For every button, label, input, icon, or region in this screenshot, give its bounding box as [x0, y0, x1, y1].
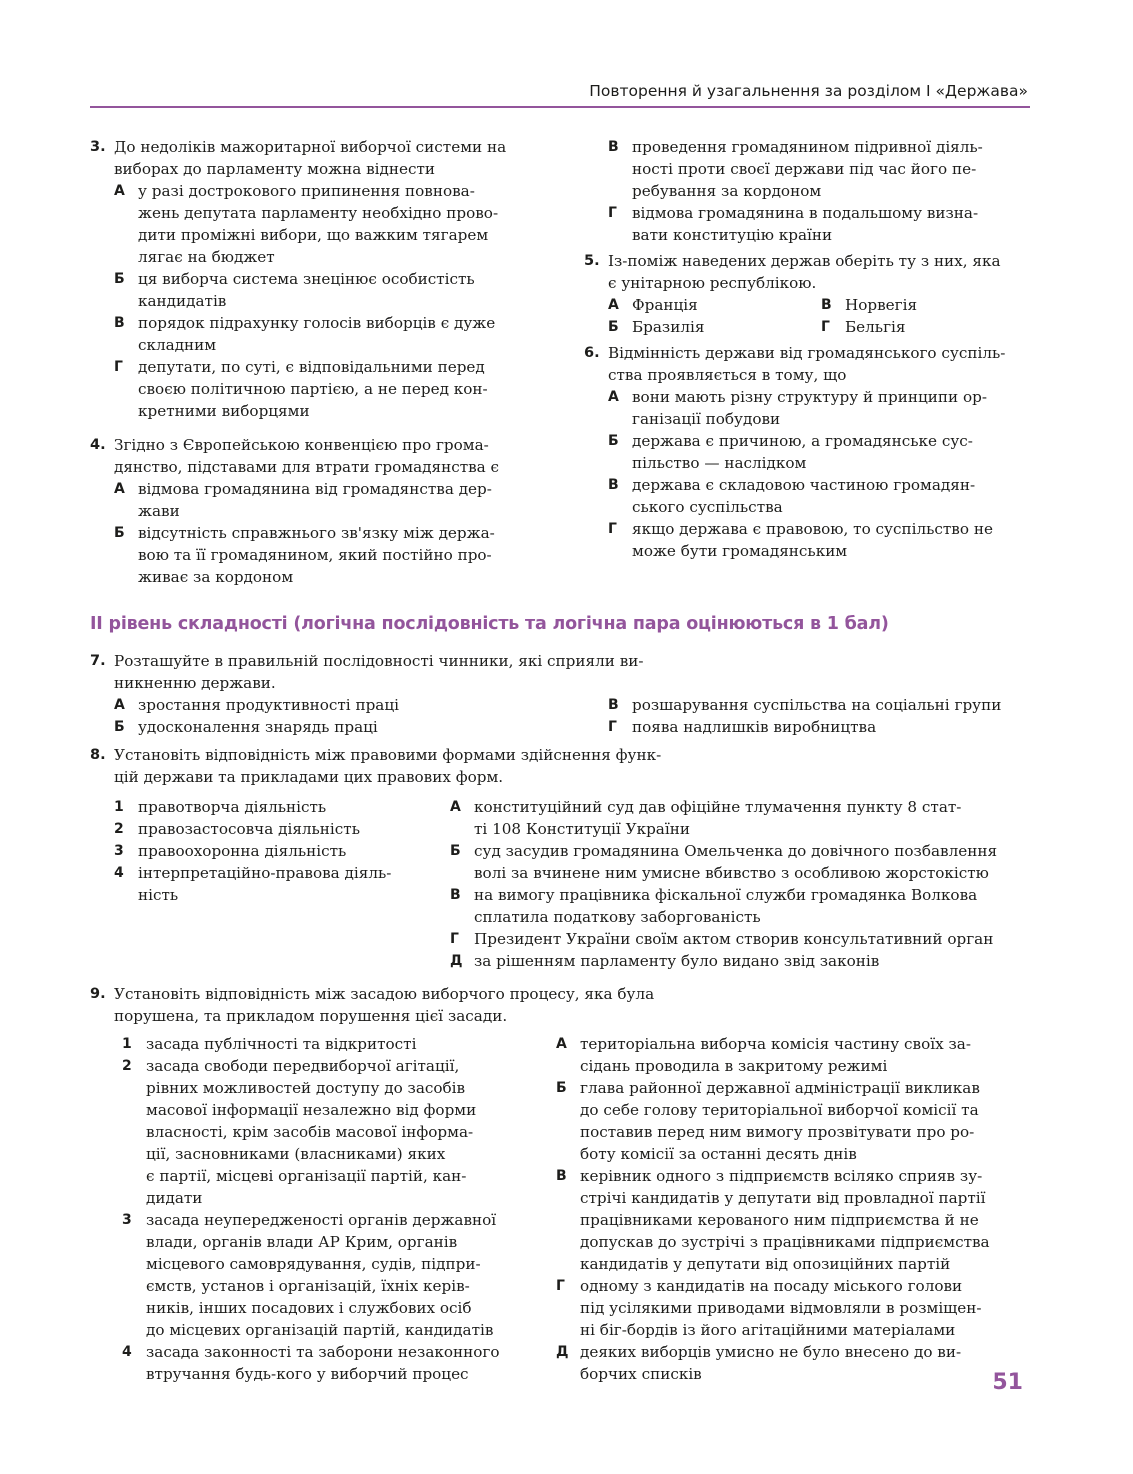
question-9-left-list — [122, 1033, 542, 1385]
option-text: Бразилія — [632, 318, 705, 336]
question-text: Відмінність держави від громадянського суспіль- — [608, 344, 1006, 362]
running-head — [90, 80, 1030, 108]
question-text: Установіть відповідність між засадою виборчого процесу, яка була — [114, 985, 655, 1003]
item-text: дидати — [146, 1189, 203, 1207]
option-letter: Б — [114, 525, 125, 541]
option-text: вою та її громадянином, який постійно про- — [138, 546, 492, 564]
question-text: Згідно з Європейською конвенцією про грома- — [114, 436, 489, 454]
item-number: 1 — [114, 799, 124, 815]
option-text: кретними виборцями — [138, 402, 310, 420]
item-text: конституційний суд дав офіційне тлумачення пункту 8 стат- — [474, 798, 962, 816]
option-text: удосконалення знарядь праці — [138, 718, 378, 736]
option-text: вони мають різну структуру й принципи ор- — [632, 388, 987, 406]
option-letter: А — [114, 697, 125, 713]
item-text: до себе голову територіальної виборчої комісії та — [580, 1101, 979, 1119]
item-text: деяких виборців умисно не було внесено до ви- — [580, 1343, 962, 1361]
item-text: Президент України своїм актом створив консультативний орган — [474, 930, 994, 948]
item-text: рівних можливостей доступу до засобів — [146, 1079, 466, 1097]
question-number: 9. — [90, 986, 106, 1002]
question-number: 5. — [584, 253, 600, 269]
item-text: засада свободи передвиборчої агітації, — [146, 1057, 460, 1075]
option-text: своєю політичною партією, а не перед кон- — [138, 380, 488, 398]
option — [821, 294, 1034, 316]
list-item — [114, 818, 424, 840]
options-grid — [608, 294, 1034, 338]
option — [608, 316, 821, 338]
item-text: власності, крім засобів масової інформа- — [146, 1123, 474, 1141]
question-text: є унітарною республікою. — [608, 274, 817, 292]
option-letter: Б — [608, 319, 619, 335]
option — [608, 386, 1034, 430]
item-text: правотворча діяльність — [138, 798, 327, 816]
question-6 — [584, 342, 1034, 562]
item-text: до місцевих організацій партій, кандидатів — [146, 1321, 494, 1339]
item-text: стрічі кандидатів у депутати від провладної партії — [580, 1189, 986, 1207]
question-3 — [90, 136, 550, 422]
list-item — [114, 862, 424, 906]
option — [114, 180, 550, 268]
option-text: держава є причиною, а громадянське сус- — [632, 432, 973, 450]
question-5 — [584, 250, 1034, 338]
question-4-continued — [584, 136, 1034, 246]
option-text: ребування за кордоном — [632, 182, 822, 200]
item-letter: Д — [450, 953, 463, 969]
item-text: ність — [138, 886, 179, 904]
item-number: 2 — [114, 821, 124, 837]
page-number: 51 — [992, 1370, 1023, 1395]
question-text: цій держави та прикладами цих правових форм. — [114, 768, 504, 786]
item-letter: В — [556, 1168, 567, 1184]
item-letter: Г — [556, 1278, 565, 1294]
item-text: працівниками керованого ним підприємства й не — [580, 1211, 979, 1229]
list-item — [450, 840, 1035, 884]
list-item — [450, 884, 1035, 928]
list-item — [122, 1341, 542, 1385]
question-number: 6. — [584, 345, 600, 361]
option — [608, 430, 1034, 474]
option-text: ності проти своєї держави під час його пе- — [632, 160, 977, 178]
option — [114, 694, 399, 716]
option-letter: Б — [114, 719, 125, 735]
list-item — [556, 1033, 1034, 1077]
item-text: засада публічності та відкритості — [146, 1035, 417, 1053]
question-text: никненню держави. — [114, 674, 276, 692]
option-text: кандидатів — [138, 292, 227, 310]
option — [608, 694, 1001, 716]
option — [608, 202, 1034, 246]
item-text: засада неупередженості органів державної — [146, 1211, 497, 1229]
option-letter: Б — [114, 271, 125, 287]
question-text: виборах до парламенту можна віднести — [114, 160, 435, 178]
item-text: глава районної державної адміністрації викликав — [580, 1079, 980, 1097]
options-grid — [114, 694, 1035, 738]
item-letter: А — [450, 799, 461, 815]
list-item — [122, 1033, 542, 1055]
option — [821, 316, 1034, 338]
running-title: Повторення й узагальнення за розділом І «Держава» — [589, 82, 1028, 100]
question-4 — [90, 434, 550, 588]
item-letter: Д — [556, 1344, 569, 1360]
item-letter: Б — [556, 1080, 567, 1096]
option-letter: А — [608, 297, 619, 313]
left-column — [90, 136, 550, 588]
question-number: 4. — [90, 437, 106, 453]
list-item — [450, 928, 1035, 950]
option — [114, 312, 550, 356]
option — [608, 716, 876, 738]
item-text: керівник одного з підприємств всіляко сприяв зу- — [580, 1167, 983, 1185]
option — [608, 518, 1034, 562]
item-text: суд засудив громадянина Омельченка до довічного позбавлення — [474, 842, 998, 860]
item-text: масової інформації незалежно від форми — [146, 1101, 477, 1119]
option-text: може бути громадянським — [632, 542, 848, 560]
question-7 — [90, 650, 1035, 738]
option-text: складним — [138, 336, 217, 354]
option-letter: Г — [608, 719, 617, 735]
option-letter: В — [114, 315, 125, 331]
list-item — [556, 1165, 1034, 1275]
item-text: борчих списків — [580, 1365, 702, 1383]
item-text: кандидатів у депутати від опозиційних партій — [580, 1255, 951, 1273]
question-text: ства проявляється в тому, що — [608, 366, 847, 384]
item-text: ції, засновниками (власниками) яких — [146, 1145, 446, 1163]
question-text: порушена, та прикладом порушення цієї засади. — [114, 1007, 508, 1025]
option-text: зростання продуктивності праці — [138, 696, 399, 714]
option-text: жави — [138, 502, 180, 520]
option-text: порядок підрахунку голосів виборців є дуже — [138, 314, 496, 332]
item-text: ні біг-бордів із його агітаційними матеріалами — [580, 1321, 956, 1339]
list-item — [450, 950, 1035, 972]
option — [114, 268, 550, 312]
option-text: відмова громадянина від громадянства дер- — [138, 480, 492, 498]
option-text: відмова громадянина в подальшому визна- — [632, 204, 979, 222]
item-letter: А — [556, 1036, 567, 1052]
option-letter: Г — [114, 359, 123, 375]
option-letter: А — [608, 389, 619, 405]
item-text: ників, інших посадових і службових осіб — [146, 1299, 472, 1317]
option-text: Норвегія — [845, 296, 918, 314]
option-text: лягає на бюджет — [138, 248, 275, 266]
option-text: відсутність справжнього зв'язку між держа- — [138, 524, 495, 542]
item-text: інтерпретаційно-правова діяль- — [138, 864, 392, 882]
question-number: 8. — [90, 747, 106, 763]
item-text: влади, органів влади АР Крим, органів — [146, 1233, 458, 1251]
list-item — [114, 796, 424, 818]
option-text: Бельгія — [845, 318, 906, 336]
question-text: дянство, підставами для втрати громадянства є — [114, 458, 500, 476]
question-text: Із-поміж наведених держав оберіть ту з них, яка — [608, 252, 1001, 270]
option-text: пільство — наслідком — [632, 454, 807, 472]
option-text: вати конституцію країни — [632, 226, 833, 244]
option-text: ського суспільства — [632, 498, 783, 516]
list-item — [556, 1077, 1034, 1165]
option-text: депутати, по суті, є відповідальними перед — [138, 358, 485, 376]
list-item — [450, 796, 1035, 840]
question-number: 3. — [90, 139, 106, 155]
item-number: 3 — [122, 1212, 132, 1228]
list-item — [122, 1209, 542, 1341]
question-8 — [90, 744, 1035, 788]
option-text: дити проміжні вибори, що важким тягарем — [138, 226, 489, 244]
item-text: сідань проводила в закритому режимі — [580, 1057, 888, 1075]
item-text: правозастосовча діяльність — [138, 820, 360, 838]
item-text: боту комісії за останні десять днів — [580, 1145, 857, 1163]
list-item — [122, 1055, 542, 1209]
item-text: одному з кандидатів на посаду міського голови — [580, 1277, 963, 1295]
option-letter: Г — [608, 205, 617, 221]
item-number: 3 — [114, 843, 124, 859]
option-letter: Б — [608, 433, 619, 449]
option — [114, 356, 550, 422]
option — [608, 474, 1034, 518]
item-text: під усілякими приводами відмовляли в розміщен- — [580, 1299, 982, 1317]
option — [608, 294, 821, 316]
option-text: якщо держава є правовою, то суспільство не — [632, 520, 993, 538]
item-letter: Б — [450, 843, 461, 859]
item-text: є партії, місцеві організації партій, кан- — [146, 1167, 467, 1185]
item-text: на вимогу працівника фіскальної служби громадянка Волкова — [474, 886, 978, 904]
option-letter: В — [821, 297, 832, 313]
item-text: волі за вчинене ним умисне вбивство з особливою жорстокістю — [474, 864, 989, 882]
question-8-right-list — [450, 796, 1035, 972]
option-text: ця виборча система знецінює особистість — [138, 270, 475, 288]
item-text: втручання будь-кого у виборчий процес — [146, 1365, 469, 1383]
option-letter: А — [114, 183, 125, 199]
list-item — [556, 1341, 1034, 1385]
item-text: сплатила податкову заборгованість — [474, 908, 761, 926]
option-text: ганізації побудови — [632, 410, 781, 428]
item-letter: В — [450, 887, 461, 903]
option-text: жень депутата парламенту необхідно прово- — [138, 204, 499, 222]
item-text: поставив перед ним вимогу прозвітувати про ро- — [580, 1123, 975, 1141]
item-number: 2 — [122, 1058, 132, 1074]
option-letter: В — [608, 139, 619, 155]
question-text: Розташуйте в правильній послідовності чинники, які сприяли ви- — [114, 652, 644, 670]
item-letter: Г — [450, 931, 459, 947]
option-letter: А — [114, 481, 125, 497]
item-number: 1 — [122, 1036, 132, 1052]
question-8-left-list — [114, 796, 424, 906]
item-text: правоохоронна діяльність — [138, 842, 347, 860]
option-text: розшарування суспільства на соціальні групи — [632, 696, 1002, 714]
option — [608, 136, 1034, 202]
item-text: ті 108 Конституції України — [474, 820, 690, 838]
item-number: 4 — [114, 865, 124, 881]
option — [114, 716, 378, 738]
item-text: місцевого самоврядування, судів, підпри- — [146, 1255, 481, 1273]
item-number: 4 — [122, 1344, 132, 1360]
item-text: засада законності та заборони незаконного — [146, 1343, 500, 1361]
option-text: у разі дострокового припинення повнова- — [138, 182, 475, 200]
section-heading: ІІ рівень складності (логічна послідовність та логічна пара оцінюються в 1 бал) — [90, 614, 889, 634]
item-text: допускав до зустрічі з працівниками підприємства — [580, 1233, 990, 1251]
option — [114, 478, 550, 522]
option-text: проведення громадянином підривної діяль- — [632, 138, 983, 156]
option — [114, 522, 550, 588]
list-item — [114, 840, 424, 862]
option-text: живає за кордоном — [138, 568, 294, 586]
option-letter: В — [608, 697, 619, 713]
item-text: за рішенням парламенту було видано звід законів — [474, 952, 880, 970]
option-text: поява надлишків виробництва — [632, 718, 877, 736]
list-item — [556, 1275, 1034, 1341]
option-text: Франція — [632, 296, 698, 314]
question-9-right-list — [556, 1033, 1034, 1385]
option-letter: В — [608, 477, 619, 493]
item-text: територіальна виборча комісія частину своїх за- — [580, 1035, 971, 1053]
question-number: 7. — [90, 653, 106, 669]
question-9 — [90, 983, 1035, 1027]
option-letter: Г — [608, 521, 617, 537]
question-text: Установіть відповідність між правовими формами здійснення функ- — [114, 746, 662, 764]
item-text: ємств, установ і організацій, їхніх керів- — [146, 1277, 470, 1295]
right-column — [584, 136, 1034, 562]
question-text: До недоліків мажоритарної виборчої системи на — [114, 138, 507, 156]
option-text: держава є складовою частиною громадян- — [632, 476, 976, 494]
option-letter: Г — [821, 319, 830, 335]
